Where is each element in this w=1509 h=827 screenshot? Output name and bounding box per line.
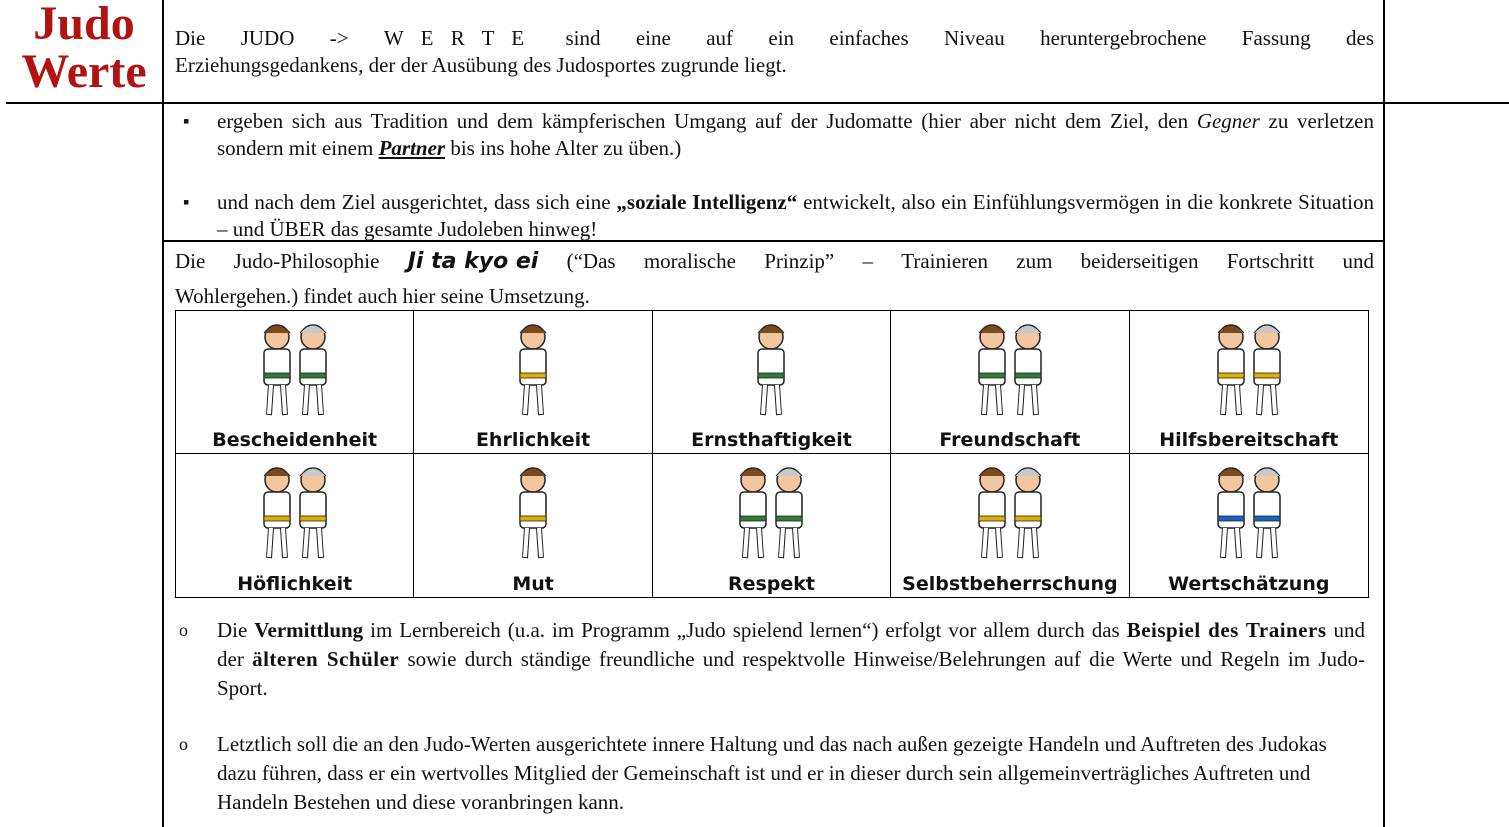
judoka-illustration-icon xyxy=(473,458,593,566)
intro-word: eine xyxy=(635,26,671,50)
emph-beispiel-trainers: Beispiel des Trainers xyxy=(1126,618,1327,642)
value-cell xyxy=(176,454,414,597)
title-line-judo: Judo xyxy=(33,0,135,50)
value-label: Mut xyxy=(512,573,554,595)
header-divider xyxy=(6,102,1509,104)
philosophy-paragraph xyxy=(175,244,1374,314)
philosophy-line-2: Wohlergehen.) findet auch hier seine Umsetzung. xyxy=(175,284,590,308)
value-label: Respekt xyxy=(727,573,815,595)
judoka-illustration-icon xyxy=(711,458,831,566)
emph-vermittlung: Vermittlung xyxy=(254,618,364,642)
value-cell xyxy=(653,311,891,454)
bullet-text xyxy=(217,189,1374,243)
text-span: bis ins hohe Alter zu üben.) xyxy=(445,136,682,160)
values-grid xyxy=(175,310,1369,598)
value-label: Wertschätzung xyxy=(1168,573,1330,595)
judoka-illustration-icon xyxy=(950,458,1070,566)
intro-word: des xyxy=(1346,26,1374,50)
intro-word: auf xyxy=(706,26,734,50)
page-title xyxy=(10,0,158,96)
bullet-item-intelligence xyxy=(175,189,1374,243)
text-span: und nach dem Ziel ausgerichtet, dass sich eine xyxy=(217,190,617,214)
text-span: ergeben sich aus Tradition und dem kämpferischen Umgang auf der Judomatte (hier aber nicht dem Ziel, den xyxy=(217,109,1197,133)
emph-soziale-intelligenz: „soziale Intelligenz“ xyxy=(616,190,798,214)
philo-word: (“Das xyxy=(566,249,616,273)
judoka-illustration-icon xyxy=(473,315,593,423)
philo-word: beiderseitigen xyxy=(1080,249,1199,273)
bullet-text xyxy=(217,108,1374,162)
emph-partner: Partner xyxy=(378,136,446,160)
judoka-illustration-icon xyxy=(235,315,355,423)
intro-word: Niveau xyxy=(944,26,1005,50)
value-cell xyxy=(414,311,652,454)
value-cell xyxy=(176,311,414,454)
intro-word: Die xyxy=(175,26,206,50)
philo-word: Prinzip” xyxy=(764,249,835,273)
value-cell xyxy=(414,454,652,597)
circle-item-vermittlung xyxy=(175,616,1365,703)
value-cell xyxy=(653,454,891,597)
philo-word: – xyxy=(862,249,873,273)
text-span: zu verletzen sondern mit einem xyxy=(217,109,1374,160)
circle-text xyxy=(217,616,1365,703)
text-span: im Lernbereich (u.a. im Programm „Judo spielend lernen“) erfolgt vor allem durch das xyxy=(363,618,1127,642)
intro-line-1 xyxy=(175,25,1374,52)
circle-marker: o xyxy=(179,734,188,754)
philosophy-line-1 xyxy=(175,244,1374,279)
intro-word: JUDO xyxy=(240,26,295,50)
left-column-divider xyxy=(162,0,164,827)
bullet-item-tradition xyxy=(175,108,1374,162)
judoka-illustration-icon xyxy=(1189,458,1309,566)
intro-word: einfaches xyxy=(829,26,909,50)
philo-word: Die xyxy=(175,249,206,273)
philo-word: Judo-Philosophie xyxy=(233,249,380,273)
text-span: sowie durch ständige freundliche und respektvolle Hinweise/Belehrungen auf die Werte und Regeln im Judo-Sport. xyxy=(217,647,1366,700)
philo-word: moralische xyxy=(643,249,736,273)
text-span: und der xyxy=(217,618,1366,671)
intro-paragraph xyxy=(175,25,1374,79)
bullet-marker: ▪ xyxy=(183,192,190,212)
intro-word: heruntergebrochene xyxy=(1040,26,1207,50)
intro-word: ein xyxy=(768,26,795,50)
circle-text: Letztlich soll die an den Judo-Werten ausgerichtete innere Haltung und das nach außen gezeigte Handeln und Auftreten des Judokas dazu führen, dass er ein wertvolles Mitglied der Gemeinschaft ist und er in dieser durch sein allgemeinverträgliches Auftreten und Handeln Bestehen und diese voranbringen kann. xyxy=(217,732,1327,814)
circle-item-haltung xyxy=(175,730,1365,817)
philo-word: Trainieren xyxy=(901,249,988,273)
philo-word: Fortschritt xyxy=(1226,249,1315,273)
right-column-divider xyxy=(1383,0,1385,827)
value-label: Bescheidenheit xyxy=(212,429,378,451)
emph-aeltere-schueler: älteren Schüler xyxy=(252,647,400,671)
judoka-illustration-icon xyxy=(235,458,355,566)
bullet-marker: ▪ xyxy=(183,111,190,131)
intro-word: sind xyxy=(565,26,601,50)
value-label: Ehrlichkeit xyxy=(475,429,591,451)
circle-marker: o xyxy=(179,620,188,640)
judoka-illustration-icon xyxy=(950,315,1070,423)
value-cell xyxy=(891,454,1129,597)
intro-line-2: Erziehungsgedankens, der der Ausübung des Judosportes zugrunde liegt. xyxy=(175,53,787,77)
philo-word: zum xyxy=(1016,249,1053,273)
text-span: entwickelt, also ein Einfühlungsvermögen in die konkrete Situation – und ÜBER das gesamte Judoleben hinweg! xyxy=(217,190,1374,241)
intro-word: -> xyxy=(329,26,349,50)
value-cell xyxy=(1130,311,1368,454)
value-cell xyxy=(891,311,1129,454)
emph-gegner: Gegner xyxy=(1196,109,1260,133)
intro-word-werte: W E R T E xyxy=(383,26,531,50)
philo-word: und xyxy=(1342,249,1374,273)
intro-word: Fassung xyxy=(1241,26,1311,50)
value-label: Selbstbeherrschung xyxy=(902,573,1118,595)
title-line-werte: Werte xyxy=(21,45,147,98)
text-span: Die xyxy=(217,618,255,642)
judoka-illustration-icon xyxy=(1189,315,1309,423)
judoka-illustration-icon xyxy=(711,315,831,423)
value-label: Hilfsbereitschaft xyxy=(1159,429,1339,451)
value-cell xyxy=(1130,454,1368,597)
ji-ta-kyo-ei: Ji ta kyo ei xyxy=(407,249,539,274)
value-label: Freundschaft xyxy=(939,429,1081,451)
value-label: Höflichkeit xyxy=(237,573,353,595)
value-label: Ernsthaftigkeit xyxy=(691,429,852,451)
